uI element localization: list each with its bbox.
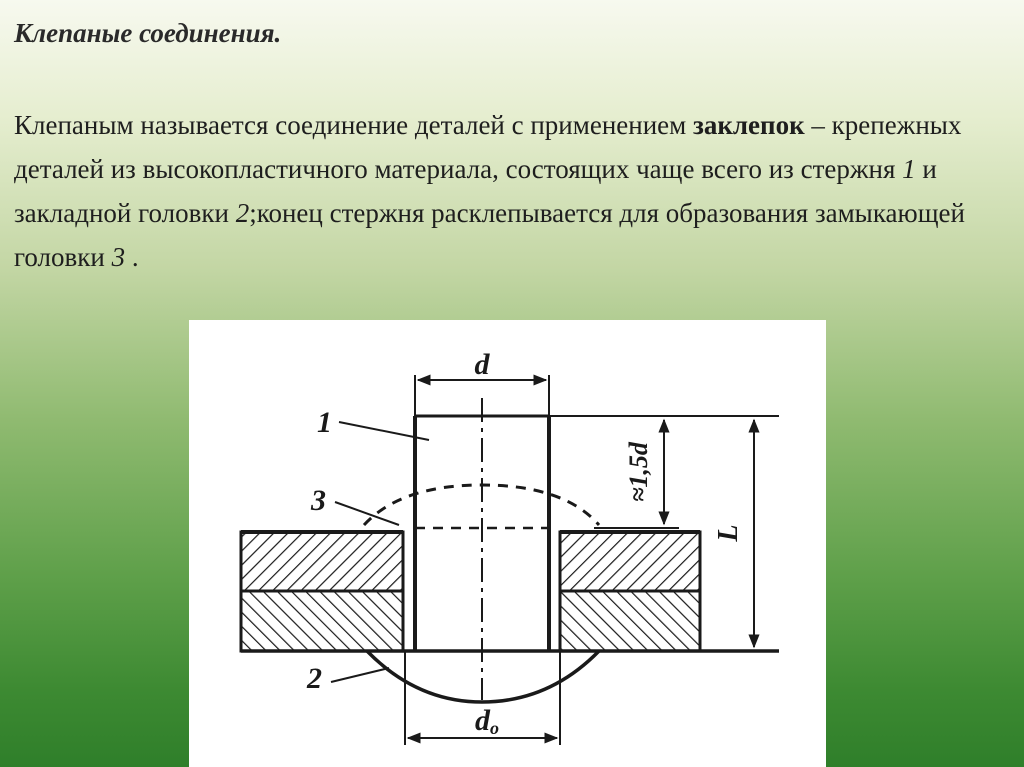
- ref-number-3: 3: [111, 242, 126, 272]
- bottom-plate: [241, 591, 700, 651]
- label-part-2: 2: [307, 662, 322, 695]
- definition-text: [14, 103, 1014, 279]
- label-head-height: ≈1,5d: [624, 442, 653, 502]
- label-part-3: 3: [311, 484, 326, 517]
- rivet-drawing: [189, 320, 826, 767]
- rivet-diagram: [189, 320, 826, 767]
- callout-2: [306, 662, 389, 695]
- ref-number-1: 1: [902, 154, 916, 184]
- slide-title: Клепаные соединения.: [14, 18, 282, 48]
- callout-3: [310, 484, 399, 525]
- top-plate: [241, 532, 700, 591]
- definition-part-3: и закладной головки: [14, 154, 937, 228]
- callout-1: [317, 406, 429, 440]
- label-d0: do: [475, 704, 499, 738]
- definition-part-5: .: [125, 242, 139, 272]
- definition-part-4: ;конец стержня расклепывается для образования замыкающей головки: [14, 198, 965, 272]
- label-part-1: 1: [317, 406, 332, 439]
- definition-part-2: – крепежных деталей из высокопластичного материала, состоящих чаще всего из стержня: [14, 110, 962, 184]
- term-rivets: заклепок: [692, 110, 805, 140]
- dimension-head-height: [549, 416, 679, 528]
- label-d: d: [474, 348, 490, 381]
- definition-part-1: Клепаным называется соединение деталей с применением: [14, 110, 693, 140]
- label-length: L: [713, 524, 744, 542]
- ref-number-2: 2: [235, 198, 250, 228]
